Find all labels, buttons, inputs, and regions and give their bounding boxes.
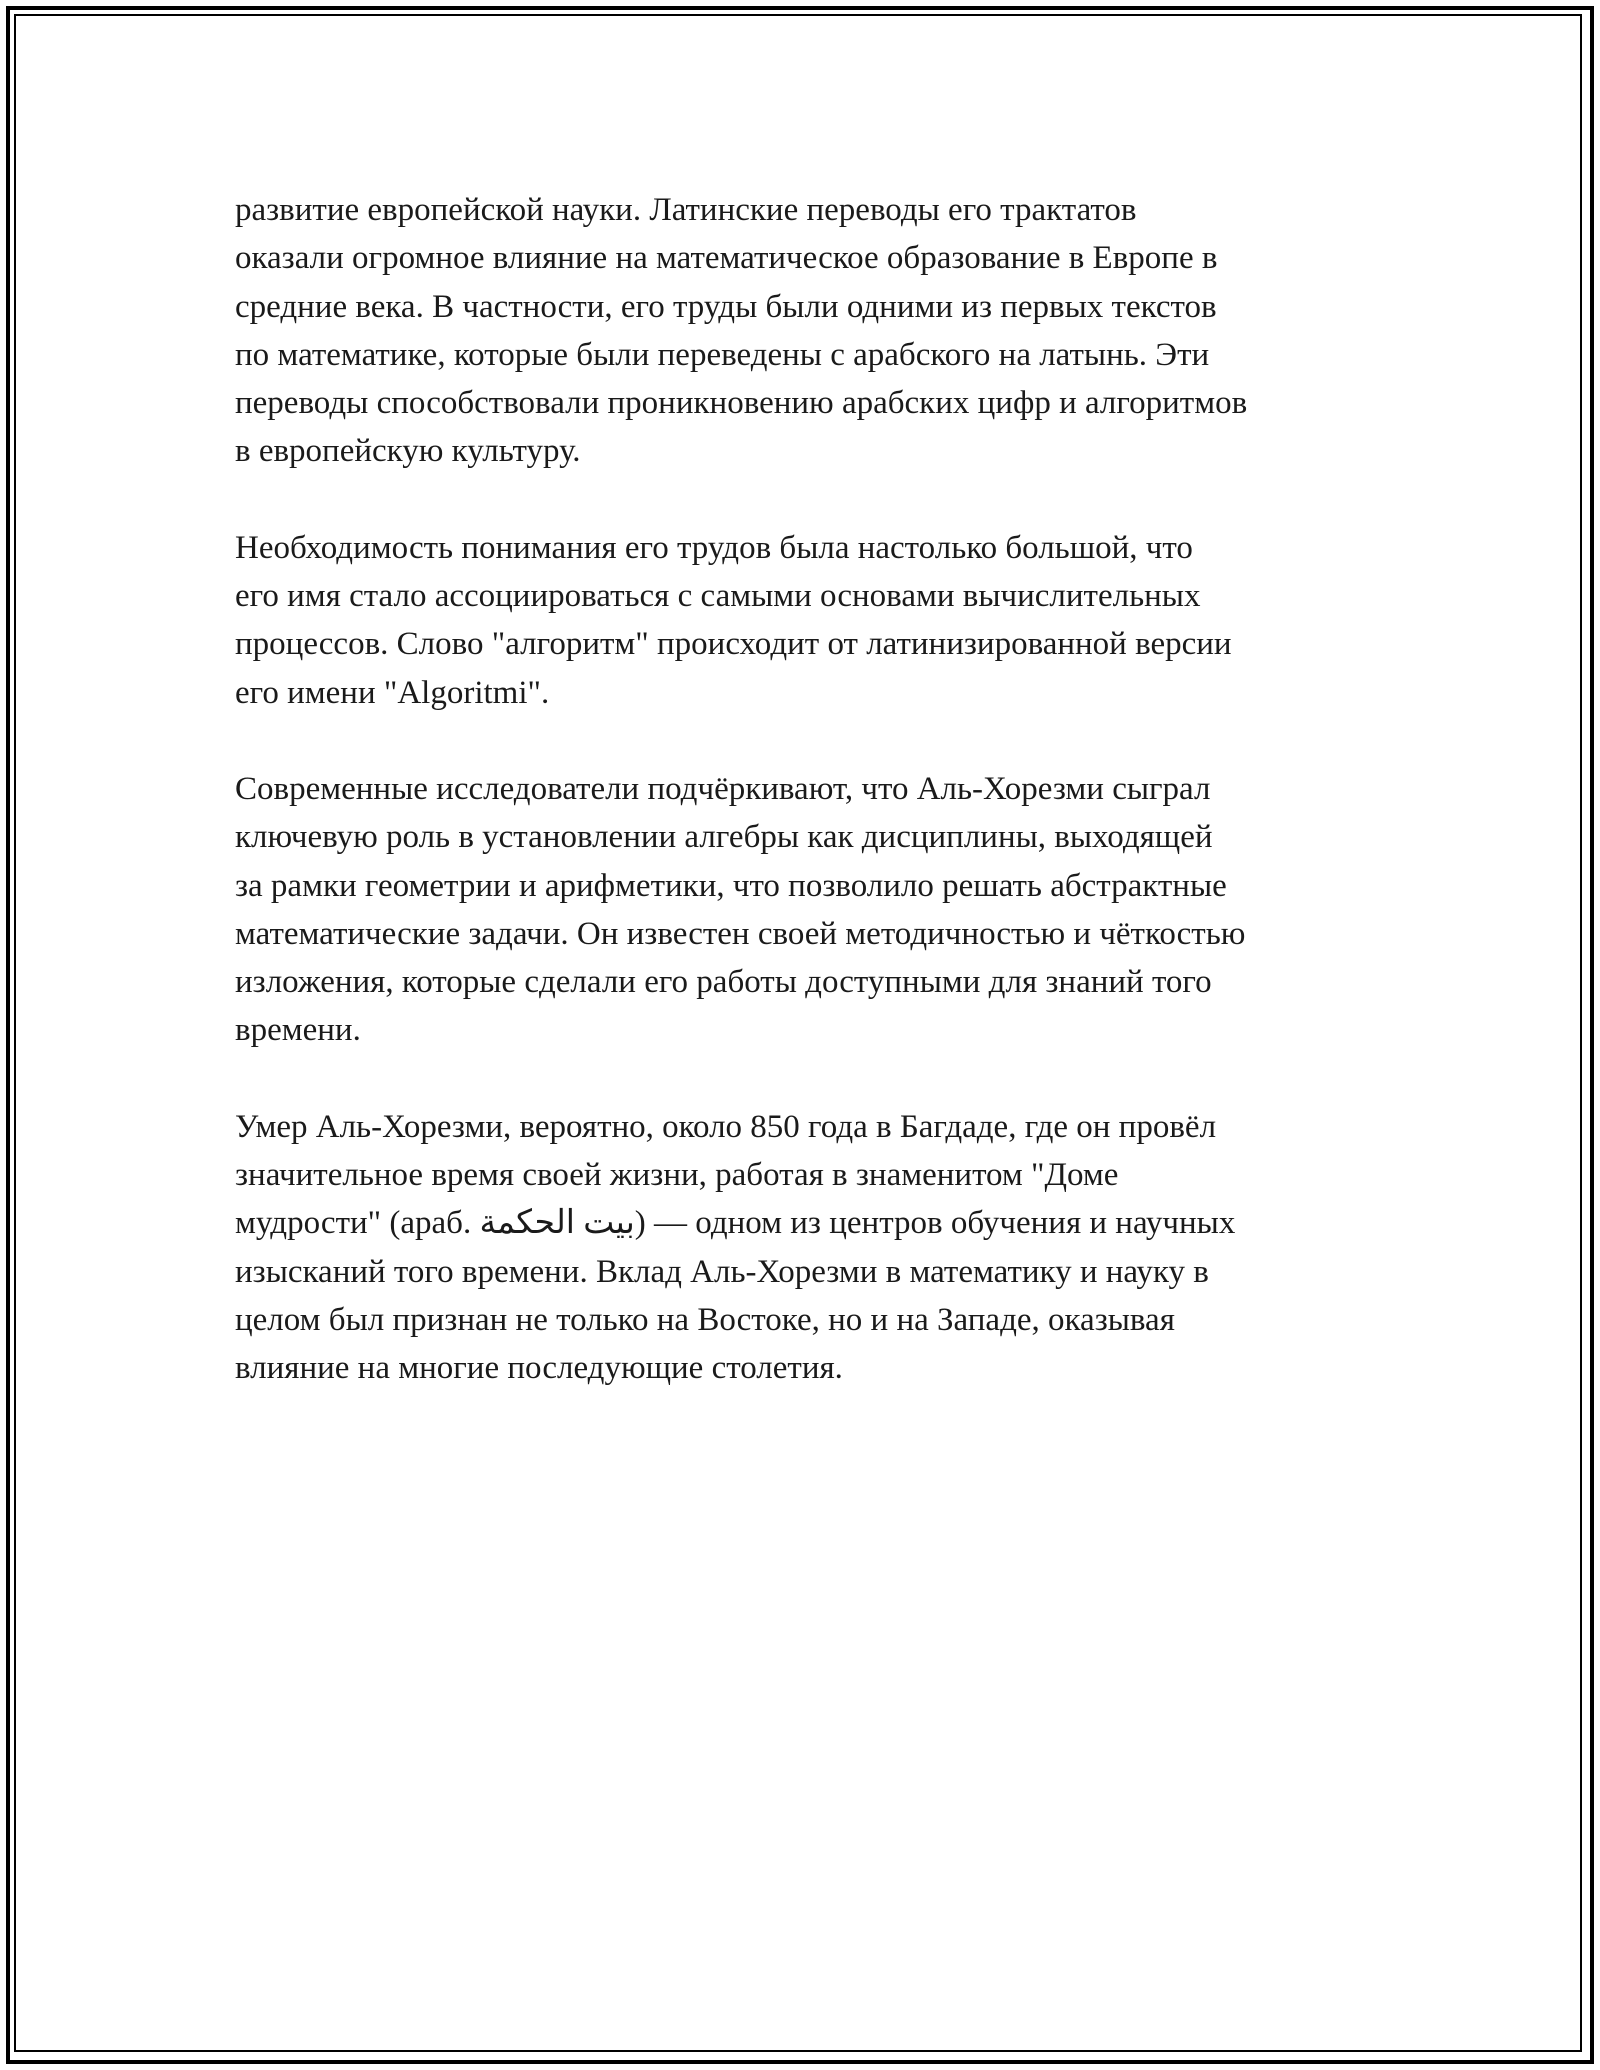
paragraph-2: [235, 524, 1375, 717]
text-line: Современные исследователи подчёркивают, что Аль-Хорезми сыграл: [235, 770, 1211, 807]
text-line: процессов. Слово "алгоритм" происходит от латинизированной версии: [235, 626, 1232, 663]
text-line: значительное время своей жизни, работая в знаменитом "Доме: [235, 1157, 1119, 1194]
text-line: влияние на многие последующие столетия.: [235, 1350, 843, 1387]
text-line: математические задачи. Он известен своей методичностью и чёткостью: [235, 915, 1246, 952]
text-line: в европейскую культуру.: [235, 433, 581, 470]
text-line: его имя стало ассоциироваться с самыми основами вычислительных: [235, 578, 1201, 615]
text-line: средние века. В частности, его труды были одними из первых текстов: [235, 288, 1217, 325]
paragraph-1: [235, 186, 1375, 476]
text-line: за рамки геометрии и арифметики, что позволило решать абстрактные: [235, 867, 1227, 904]
paragraph-3: [235, 765, 1375, 1055]
text-line: по математике, которые были переведены с арабского на латынь. Эти: [235, 336, 1210, 373]
text-line: Необходимость понимания его трудов была настолько большой, что: [235, 529, 1193, 566]
text-line: времени.: [235, 1012, 361, 1049]
text-line: переводы способствовали проникновению арабских цифр и алгоритмов: [235, 385, 1248, 422]
document-body: [235, 186, 1375, 1441]
text-line: оказали огромное влияние на математическое образование в Европе в: [235, 240, 1218, 277]
text-line: мудрости" (араб. بيت الحكمة) — одном из центров обучения и научных: [235, 1205, 1236, 1242]
text-line: его имени "Algoritmi".: [235, 674, 550, 711]
text-line: развитие европейской науки. Латинские переводы его трактатов: [235, 192, 1137, 228]
text-line: изысканий того времени. Вклад Аль-Хорезми в математику и науку в: [235, 1253, 1209, 1290]
text-line: изложения, которые сделали его работы доступными для знаний того: [235, 964, 1212, 1001]
paragraph-4: [235, 1103, 1375, 1393]
text-line: ключевую роль в установлении алгебры как дисциплины, выходящей: [235, 819, 1213, 856]
text-line: целом был признан не только на Востоке, но и на Западе, оказывая: [235, 1301, 1175, 1338]
text-line: Умер Аль-Хорезми, вероятно, около 850 года в Багдаде, где он провёл: [235, 1108, 1217, 1145]
